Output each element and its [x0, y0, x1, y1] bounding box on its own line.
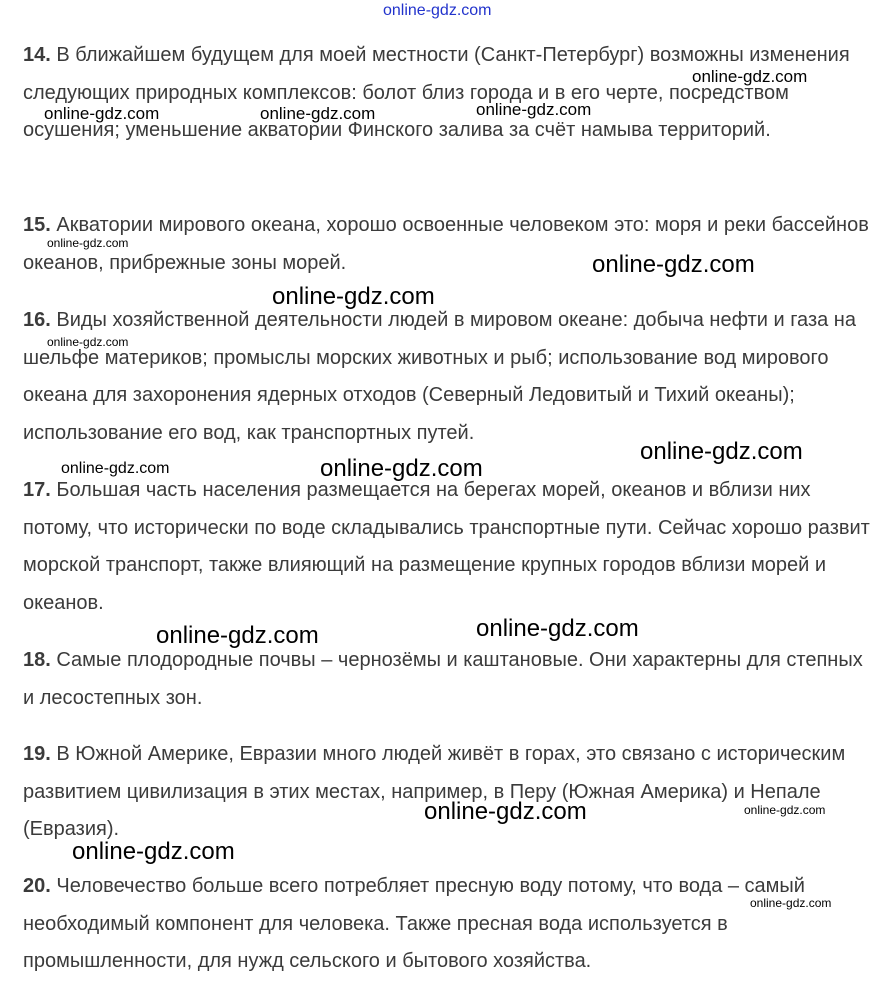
watermark: online-gdz.com	[640, 438, 803, 465]
answer-text: Акватории мирового океана, хорошо освоенные человеком это: моря и реки бассейнов океанов, прибрежные зоны морей.	[23, 214, 869, 274]
watermark: online-gdz.com	[476, 615, 639, 642]
answer-text: В Южной Америке, Евразии много людей живёт в горах, это связано с историческим развитием цивилизация в этих местах, например, в Перу (Южная Америка) и Непале (Евразия).	[23, 743, 846, 840]
answer-number: 17.	[23, 479, 51, 501]
answer-17	[23, 472, 878, 622]
watermark: online-gdz.com	[744, 803, 826, 817]
watermark-top: online-gdz.com	[383, 2, 492, 19]
watermark: online-gdz.com	[424, 798, 587, 825]
answer-text: В ближайшем будущем для моей местности (Санкт-Петербург) возможны изменения следующих природных комплексов: болот близ города и в его черте, посредством осушения; уменьшение акватории Финского залива за счёт намыва территорий.	[23, 44, 850, 141]
watermark: online-gdz.com	[44, 104, 160, 123]
watermark: online-gdz.com	[72, 838, 235, 865]
watermark: online-gdz.com	[592, 251, 755, 278]
answer-text: Человечество больше всего потребляет пресную воду потому, что вода – самый необходимый компонент для человека. Также пресная вода используется в промышленности, для нужд сельского и бытового хозяйства.	[23, 875, 805, 972]
answer-number: 19.	[23, 743, 51, 765]
watermark: online-gdz.com	[61, 460, 170, 477]
answer-number: 18.	[23, 649, 51, 671]
watermark: online-gdz.com	[272, 283, 435, 310]
answer-number: 15.	[23, 214, 51, 236]
answer-14	[23, 37, 878, 150]
watermark: online-gdz.com	[750, 896, 832, 910]
answer-number: 20.	[23, 875, 51, 897]
answer-18	[23, 642, 878, 717]
watermark: online-gdz.com	[692, 67, 808, 86]
answer-text: Виды хозяйственной деятельности людей в мировом океане: добыча нефти и газа на шельфе материков; промыслы морских животных и рыб; использование вод мирового океана для захоронения ядерных отходов (Северный Ледовитый и Тихий океаны); использование его вод, как транспортных путей.	[23, 309, 856, 444]
watermark: online-gdz.com	[47, 236, 129, 250]
answer-16	[23, 302, 878, 452]
answer-19	[23, 736, 878, 849]
answer-number: 14.	[23, 44, 51, 66]
answer-number: 16.	[23, 309, 51, 331]
watermark: online-gdz.com	[156, 622, 319, 649]
answer-text: Самые плодородные почвы – чернозёмы и каштановые. Они характерны для степных и лесостепных зон.	[23, 649, 863, 709]
watermark: online-gdz.com	[320, 455, 483, 482]
watermark: online-gdz.com	[260, 104, 376, 123]
watermark: online-gdz.com	[47, 335, 129, 349]
watermark: online-gdz.com	[476, 100, 592, 119]
answer-text: Большая часть населения размещается на берегах морей, океанов и вблизи них потому, что исторически по воде складывались транспортные пути. Сейчас хорошо развит морской транспорт, также влияющий на размещение крупных городов вблизи морей и океанов.	[23, 479, 870, 614]
answer-20	[23, 868, 878, 981]
